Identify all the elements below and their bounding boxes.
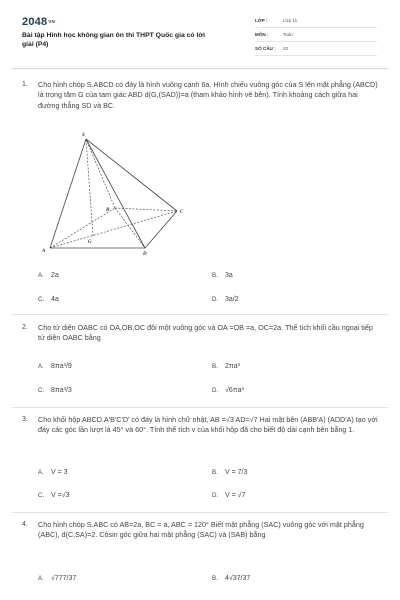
q2-option-c[interactable]: C. 8πa³/3 [38,387,72,394]
vertex-label-c: C [180,210,184,215]
question-text: Cho hình chóp S.ABCD có đáy là hình vuông cạnh 6a. Hình chiếu vuông góc của S lên mặt phẳng (ABCD) là trọng tâm G của tam giác ABD d(G,(SAD))=a (tham khảo hình vẽ bên). Tính khoảng cách giữa hai đường thẳng SD và BC. [38,80,378,110]
q3-option-b[interactable]: B. V = 7/3 [212,469,248,476]
q3-option-c[interactable]: C. V =√3 [38,492,70,499]
q1-option-c[interactable]: C. 4a [38,296,59,303]
q2-option-b[interactable]: B. 2πa³ [212,363,240,370]
question-text: Cho hình chóp S.ABC có AB=2a, BC = a, ABC = 120° Biết mặt phẳng (SAC) vuông góc với mặt phẳng (ABC), d(C,SA)=2. Côsin góc giữa hai mặt phẳng (SAC) và (SAB) bằng [38,520,364,540]
q1-option-a[interactable]: A. 2a [38,272,59,279]
question-text: Cho khối hộp ABCD.A'B'C'D' có đáy là hình chữ nhật, AB =√3 AD=√7 Hai mặt bên (ABB'A) (ADD'A) tạo với đáy các góc lần lượt là 45° và 60°. Tính thể tích v của khối hộp đã cho biết độ dài cạnh bên bằng 1. [38,415,378,435]
meta-row-subject: MÔN : Toán [255,30,377,42]
q4-option-a[interactable]: A. √777/37 [38,575,77,582]
q1-option-b[interactable]: B. 3a [212,272,233,279]
meta-row-count: SỐ CÂU : 20 [255,44,377,56]
site-logo[interactable]: $2048^{VN}$ [22,16,55,28]
question-3: 3. Cho khối hộp ABCD.A'B'C'D' có đáy là hình chữ nhật, AB =√3 AD=√7 Hai mặt bên (ABB'A) (ADD'A) tạo với đáy các góc lần lượt là 45° và 60°. Tính thể tích v của khối hộp đã cho biết độ dài cạnh bên bằng 1. [22,415,380,436]
question-divider [12,314,388,315]
document-title: Bài tập Hình học không gian ôn thi THPT Quốc gia có lời giải (P4) [22,32,206,49]
question-divider [12,407,388,408]
question-2: 2. Cho tứ diện OABC có OA,OB,OC đôi một vuông góc và OA =OB =a, OC=2a. Thể tích khối cầu ngoại tiếp tứ diện OABC bằng [22,323,380,344]
vertex-label-d: D [143,252,147,257]
q3-option-d[interactable]: D. V = √7 [212,492,246,499]
q1-option-d[interactable]: D. 3a/2 [212,296,239,303]
header-divider [12,68,388,69]
q4-option-b[interactable]: B. 4√37/37 [212,575,251,582]
question-4: 4. Cho hình chóp S.ABC có AB=2a, BC = a, ABC = 120° Biết mặt phẳng (SAC) vuông góc với mặt phẳng (ABC), d(C,SA)=2. Côsin góc giữa hai mặt phẳng (SAC) và (SAB) bằng [22,520,380,541]
document-meta [255,16,377,58]
vertex-label-g: G [88,240,92,245]
question-text: Cho tứ diện OABC có OA,OB,OC đôi một vuông góc và OA =OB =a, OC=2a. Thể tích khối cầu ngoại tiếp tứ diện OABC bằng [38,323,373,343]
question-divider [12,512,388,513]
question-1: 1. Cho hình chóp S.ABCD có đáy là hình vuông cạnh 6a. Hình chiếu vuông góc của S lên mặt phẳng (ABCD) là trọng tâm G của tam giác ABD d(G,(SAD))=a (tham khảo hình vẽ bên). Tính khoảng cách giữa hai đường thẳng SD và BC. [22,80,380,111]
q2-option-d[interactable]: D. √6πa³ [212,387,244,394]
q3-option-a[interactable]: A. V = 3 [38,469,68,476]
vertex-label-a: A [42,249,46,254]
vertex-label-s: S [82,133,85,138]
pyramid-figure [35,128,195,260]
vertex-label-b: B [106,208,110,213]
q2-option-a[interactable]: A. 8πa³/9 [38,363,72,370]
meta-row-class: LỚP : Lớp 11 [255,16,377,28]
